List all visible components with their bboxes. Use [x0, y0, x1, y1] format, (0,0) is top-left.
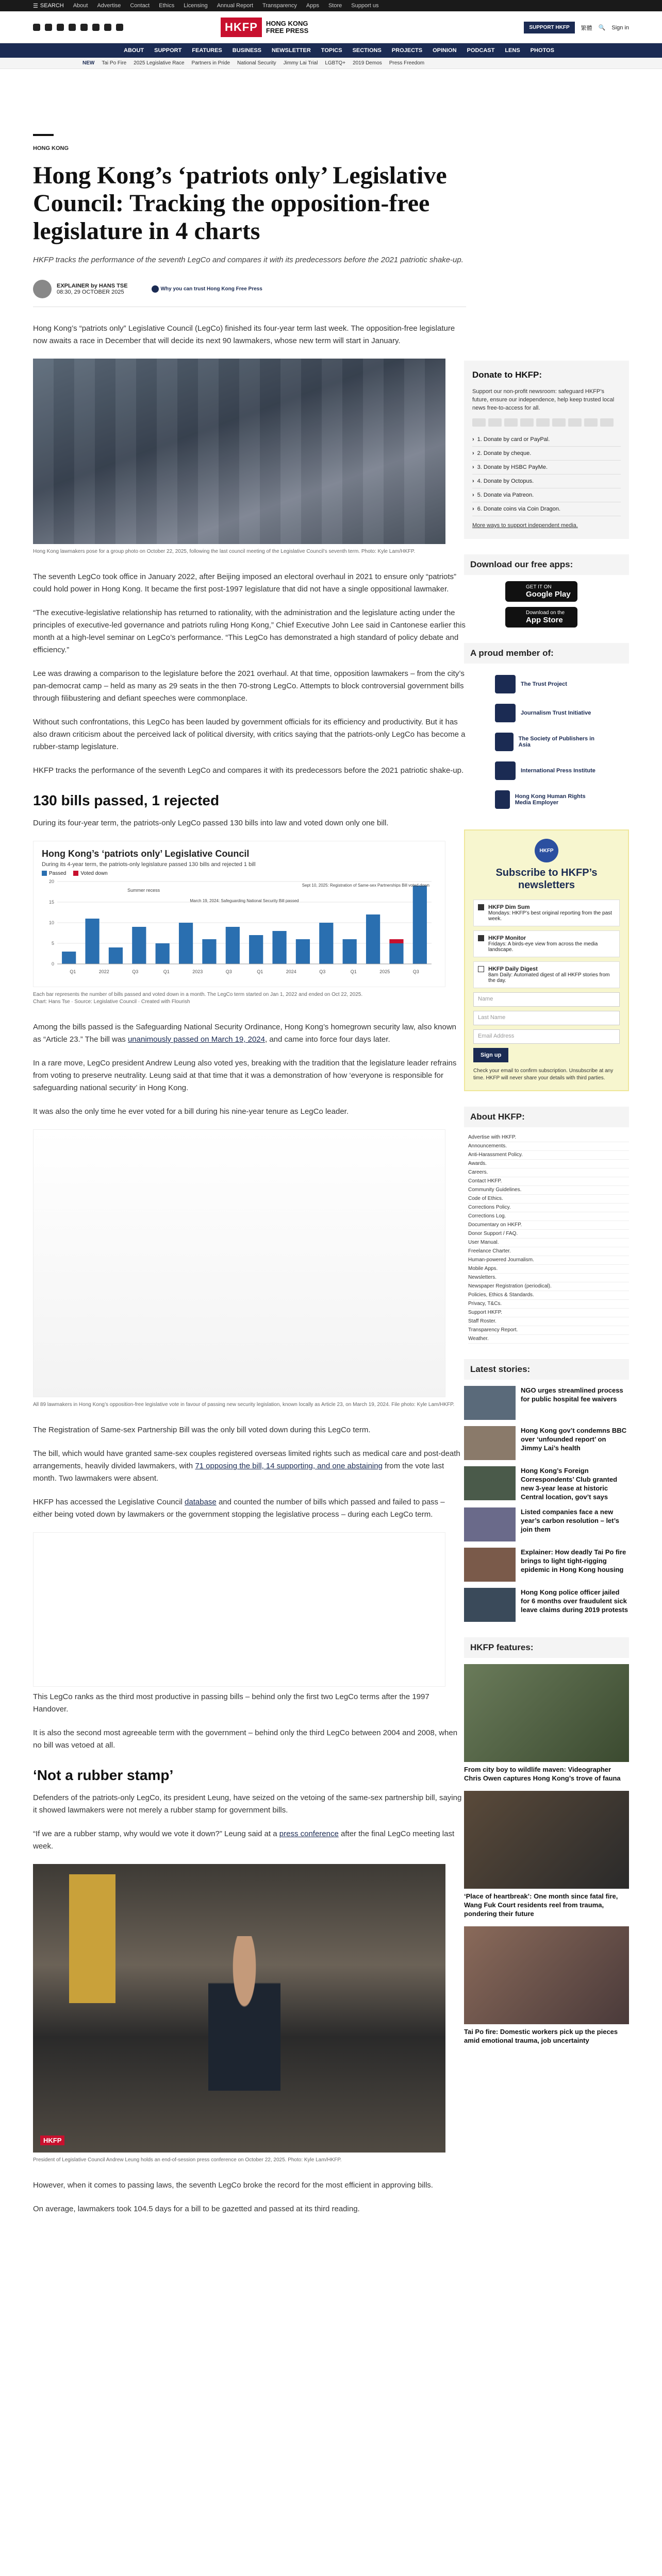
inline-link[interactable]: unanimously passed on March 19, 2024 [127, 1035, 265, 1044]
sidebar [464, 361, 629, 2053]
article-main [33, 134, 466, 2227]
bills-chart [33, 841, 445, 987]
topbar-link[interactable]: Apps [306, 3, 319, 9]
x-tick-label: Q1 [70, 969, 76, 974]
feature-thumbnail[interactable] [464, 1664, 629, 1762]
store-label: Download on the [526, 610, 565, 616]
newsletter-logo: HKFP [535, 839, 558, 862]
jti-logo [495, 704, 516, 722]
chart-annotation: Sept 10, 2025: Registration of Same-sex Partnerships Bill voted down [302, 883, 429, 888]
nav-item[interactable]: TOPICS [321, 47, 342, 54]
paragraph: During its four-year term, the patriots-only LegCo passed 130 bills into law and voted down only one bill. [33, 819, 389, 827]
card-icon [504, 418, 518, 427]
topbar-link[interactable]: Transparency [262, 3, 297, 9]
latest-story[interactable] [464, 1426, 629, 1460]
youtube-icon[interactable] [80, 24, 88, 31]
apps-title: Download our free apps: [464, 554, 629, 575]
x-tick-label: 2022 [98, 969, 109, 974]
last-name-input[interactable]: Last Name [473, 1011, 620, 1025]
about-link[interactable]: Staff Roster. [468, 1317, 629, 1326]
story-thumbnail[interactable] [464, 1386, 516, 1420]
latest-story[interactable] [464, 1507, 629, 1541]
bar-passed [366, 914, 380, 964]
about-link[interactable]: Corrections Policy. [468, 1204, 629, 1212]
story-title[interactable]: NGO urges streamlined process for public hospital fee waivers [521, 1386, 623, 1403]
donate-title: Donate to HKFP: [472, 370, 542, 380]
nav-item[interactable]: LENS [505, 47, 520, 54]
card-icon [520, 418, 534, 427]
paragraph-text: “If we are a rubber stamp, why would we vote it down?” Leung said at a [33, 1829, 279, 1838]
card-icon [488, 418, 502, 427]
donate-option[interactable]: › 2. Donate by cheque. [472, 447, 621, 461]
donate-option[interactable]: › 1. Donate by card or PayPal. [472, 433, 621, 447]
newsletter-name: HKFP Monitor [488, 935, 526, 941]
email-input[interactable]: Email Address [473, 1029, 620, 1044]
about-link[interactable]: Corrections Log. [468, 1212, 629, 1221]
member-name: The Trust Project [521, 681, 567, 687]
signup-button[interactable]: Sign up [473, 1048, 508, 1062]
inline-link[interactable]: 71 opposing the bill, 14 supporting, and one abstaining [195, 1462, 383, 1470]
article-kicker[interactable]: HONG KONG [33, 145, 69, 151]
trending-item[interactable]: Tai Po Fire [102, 60, 127, 66]
x-tick-label: 2025 [379, 969, 390, 974]
nav-item[interactable]: SECTIONS [352, 47, 382, 54]
photo-caption: Hong Kong lawmakers pose for a group photo on October 22, 2025, following the last council meeting of the Legislative Council’s seventh term. Photo: Kyle Lam/HKFP. [33, 549, 416, 554]
story-title[interactable]: Hong Kong gov’t condemns BBC over ‘unfounded report’ on Jimmy Lai’s health [521, 1427, 627, 1452]
top-utility-bar [0, 0, 662, 11]
nav-item[interactable]: SUPPORT [154, 47, 182, 54]
y-tick-label: 5 [51, 941, 54, 946]
x-tick-label: Q3 [132, 969, 139, 974]
story-title[interactable]: Hong Kong police officer jailed for 6 months over fraudulent sick leave claims during 2019 protests [521, 1588, 628, 1614]
topbar-link[interactable]: Ethics [159, 3, 175, 9]
signin-link[interactable]: Sign in [611, 24, 629, 31]
chart-title: Hong Kong’s ‘patriots only’ Legislative Council [42, 849, 250, 859]
language-toggle[interactable]: 繁體 [581, 25, 592, 31]
about-box [464, 1107, 629, 1344]
legend-voted-down [73, 871, 107, 876]
byline-text [57, 283, 128, 295]
newsletter-option[interactable] [473, 930, 620, 957]
paragraph: HKFP tracks the performance of the seventh LegCo and compares it with its predecessors before the 2021 patriotic shake-up. [33, 766, 464, 775]
nav-item[interactable]: PHOTOS [530, 47, 554, 54]
card-icon [568, 418, 582, 427]
features-title: HKFP features: [464, 1637, 629, 1658]
checkbox-unchecked-icon[interactable] [478, 966, 484, 972]
about-link[interactable]: Support HKFP. [468, 1309, 629, 1317]
bar-passed [62, 952, 76, 964]
about-link[interactable]: Contact HKFP. [468, 1177, 629, 1186]
paragraph-text: , and came into force four days later. [264, 1035, 390, 1044]
newsletter-desc: Mondays: HKFP’s best original reporting from the past week. [488, 910, 612, 922]
story-title[interactable]: Hong Kong’s Foreign Correspondents’ Club granted new 3-year lease at historic Central location, gov’t says [521, 1467, 618, 1501]
about-link[interactable]: Mobile Apps. [468, 1265, 629, 1274]
about-link[interactable]: Advertise with HKFP. [468, 1133, 629, 1142]
paragraph: Without such confrontations, this LegCo has been lauded by government officials for its efficiency and productivity. But it has also drawn criticism about the perceived lack of political diversity, with critics saying that the patriots-only LegCo has become a rubber-stamp legislature. [33, 718, 466, 751]
photo-watermark: HKFP [40, 2136, 64, 2145]
chart-note [33, 991, 466, 1006]
paragraph-text: after the final LegCo meeting last week. [33, 1829, 455, 1851]
bar-passed [226, 927, 240, 964]
about-link[interactable]: Freelance Charter. [468, 1247, 629, 1256]
nav-item[interactable]: OPINION [433, 47, 457, 54]
latest-story[interactable] [464, 1466, 629, 1501]
latest-box [464, 1359, 629, 1622]
first-name-input[interactable]: Name [473, 992, 620, 1007]
search-label: SEARCH [40, 3, 64, 9]
bar-passed [156, 943, 170, 964]
donate-box [464, 361, 629, 539]
andrew-leung-press-conference-photo [33, 1864, 445, 2153]
about-link[interactable]: Anti-Harassment Policy. [468, 1151, 629, 1160]
article-dek: HKFP tracks the performance of the seventh LegCo and compares it with its predecessors before the 2021 patriotic shake-up. [33, 256, 464, 264]
about-link[interactable]: Awards. [468, 1160, 629, 1168]
donate-option[interactable]: › 6. Donate coins via Coin Dragon. [472, 502, 621, 516]
story-thumbnail[interactable] [464, 1588, 516, 1622]
x-tick-label: Q3 [412, 969, 419, 974]
about-link[interactable]: User Manual. [468, 1239, 629, 1247]
legend-label: Voted down [80, 871, 108, 876]
bar-voted-down [389, 939, 403, 943]
members-title: A proud member of: [464, 643, 629, 664]
y-tick-label: 10 [48, 920, 54, 925]
hrme-logo [495, 790, 510, 809]
checkbox-checked-icon[interactable] [478, 904, 484, 910]
paragraph-text: and counted the number of bills which passed and failed to pass – either being voted down by lawmakers or the government stopping the legislative process – during each LegCo term. [33, 1498, 445, 1519]
bar-passed [272, 931, 286, 964]
about-link[interactable]: Community Guidelines. [468, 1186, 629, 1195]
inline-link[interactable]: press conference [279, 1829, 339, 1838]
feature-title[interactable]: From city boy to wildlife maven: Videographer Chris Owen captures Hong Kong’s trove of fauna [464, 1766, 621, 1782]
card-icon [552, 418, 566, 427]
logo-line2: FREE PRESS [266, 27, 309, 35]
site-header [0, 11, 662, 43]
nav-item[interactable]: ABOUT [124, 47, 144, 54]
legend-label: Passed [49, 871, 67, 876]
donate-more-link[interactable]: More ways to support independent media. [472, 522, 578, 529]
bar-passed [249, 935, 263, 964]
card-icon [472, 418, 486, 427]
header-actions [524, 22, 629, 33]
paragraph: It was also the only time he ever voted for a bill during his nine-year tenure as LegCo leader. [33, 1107, 349, 1116]
bar-passed [389, 943, 403, 964]
feature-title[interactable]: Tai Po fire: Domestic workers pick up the pieces amid emotional trauma, job uncertainty [464, 2028, 618, 2044]
newsletter-title: Subscribe to HKFP’s newsletters [495, 867, 598, 891]
paragraph-text: The bill, which would have granted same-sex couples registered overseas limited rights such as medical care and post-death arrangements, heavily divided lawmakers, with [33, 1449, 460, 1470]
paragraph-text: Among the bills passed is the Safeguarding National Security Ordinance, Hong Kong’s homegrown security law, also known as “Article 23.” The bill was [33, 1023, 457, 1044]
chart-subtitle: During its 4-year term, the patriots-only legislature passed 130 bills and rejected 1 bill [42, 861, 256, 868]
instagram-icon[interactable] [57, 24, 64, 31]
trending-item[interactable]: Press Freedom [389, 60, 425, 66]
paragraph [33, 1828, 466, 1853]
x-tick-label: Q1 [257, 969, 263, 974]
trust-icon [152, 285, 159, 293]
paragraph: Hong Kong’s “patriots only” Legislative Council (LegCo) finished its four-year term last week. The opposition-free legislature now awaits a race in December that will decide its next 90 lawmakers, whose new term will start in January. [33, 324, 455, 345]
about-link[interactable]: Donor Support / FAQ. [468, 1230, 629, 1239]
story-title[interactable]: Listed companies face a new year’s carbon resolution – let’s join them [521, 1508, 619, 1533]
trending-item[interactable]: National Security [237, 60, 276, 66]
about-link[interactable]: Policies, Ethics & Standards. [468, 1291, 629, 1300]
feature-story[interactable] [464, 1926, 629, 2045]
about-link[interactable]: Announcements. [468, 1142, 629, 1151]
trust-label: Why you can trust Hong Kong Free Press [160, 286, 262, 292]
checkbox-checked-icon[interactable] [478, 935, 484, 941]
chart-source[interactable]: Chart: Hans Tse · Source: Legislative Council · Created with Flourish [33, 999, 190, 1005]
chart-annotation: March 19, 2024: Safeguarding National Security Bill passed [190, 899, 299, 903]
feature-title[interactable]: ‘Place of heartbreak’: One month since fatal fire, Wang Fuk Court residents reel from trauma, pondering their future [464, 1892, 618, 1918]
mail-icon[interactable] [104, 24, 111, 31]
about-link[interactable]: Newsletters. [468, 1274, 629, 1282]
nav-item[interactable]: BUSINESS [232, 47, 262, 54]
paragraph: On average, lawmakers took 104.5 days for a bill to be gazetted and passed at its third reading. [33, 2205, 360, 2213]
newsletter-note: Check your email to confirm subscription. Unsubscribe at any time. HKFP will never share your details with third parties. [473, 1068, 614, 1081]
member-name: Hong Kong Human Rights Media Employer [515, 793, 586, 806]
paragraph: Lee was drawing a comparison to the legislature before the 2021 overhaul. At that time, opposition lawmakers – from the city’s pan-democrat camp – held as many as 29 seats in the then 70-strong LegCo. Attempts to block controversial government bills through filibustering and defiant speeches were commonplace. [33, 669, 465, 703]
site-logo[interactable] [221, 18, 308, 37]
paragraph: Defenders of the patriots-only LegCo, its president Leung, have seized on the vetoing of the same-sex partnership bill, saying it showed lawmakers were not merely a rubber stamp for government bills. [33, 1793, 462, 1815]
ipi-logo [495, 761, 516, 780]
member-name: The Society of Publishers in Asia [518, 736, 594, 748]
emblem-flag [69, 1874, 115, 2003]
bar-passed [85, 919, 99, 964]
about-link[interactable]: Documentary on HKFP. [468, 1221, 629, 1230]
nav-item[interactable]: FEATURES [192, 47, 222, 54]
nav-item[interactable]: PROJECTS [391, 47, 423, 54]
trending-bar [0, 58, 662, 69]
card-icon [600, 418, 614, 427]
about-links [464, 1133, 629, 1344]
support-button[interactable]: SUPPORT HKFP [524, 22, 574, 33]
member-logo[interactable] [464, 785, 629, 814]
article-title: Hong Kong’s ‘patriots only’ Legislative Council: Tracking the opposition-free legislature in 4 charts [33, 162, 447, 245]
publish-date: 08:30, 29 OCTOBER 2025 [57, 289, 124, 295]
latest-story[interactable] [464, 1386, 629, 1420]
linkedin-icon[interactable] [92, 24, 100, 31]
threads-icon[interactable] [69, 24, 76, 31]
paragraph: The Registration of Same-sex Partnership Bill was the only bill voted down during this LegCo term. [33, 1426, 371, 1434]
latest-story[interactable] [464, 1588, 629, 1622]
paragraph: This LegCo ranks as the third most productive in passing bills – behind only the first two LegCo terms after the 1997 Handover. [33, 1692, 429, 1714]
store-label: GET IT ON [526, 584, 552, 590]
x-icon[interactable] [45, 24, 52, 31]
donate-option[interactable]: › 5. Donate via Patreon. [472, 488, 621, 502]
trust-project-logo [495, 675, 516, 693]
topbar-link[interactable]: Contact [130, 3, 150, 9]
donate-options [472, 433, 621, 516]
member-name: Journalism Trust Initiative [521, 710, 591, 716]
search-menu[interactable]: ☰ SEARCH [33, 3, 64, 9]
members-box [464, 643, 629, 814]
newsletter-name: HKFP Daily Digest [488, 966, 538, 972]
trending-item[interactable]: LGBTQ+ [325, 60, 346, 66]
chart-annotation: Summer recess [127, 888, 160, 893]
card-icon [584, 418, 598, 427]
social-icons [33, 24, 123, 31]
logo-mark: HKFP [221, 18, 262, 37]
trending-label: NEW [82, 60, 95, 66]
story-thumbnail[interactable] [464, 1426, 516, 1460]
google-play-button[interactable] [505, 581, 577, 602]
feature-story[interactable] [464, 1664, 629, 1783]
features-list [464, 1664, 629, 2045]
chart-note-text: Each bar represents the number of bills passed and voted down in a month. The LegCo term started on Jan 1, 2022 and ended on Oct 22, 2025. [33, 992, 363, 997]
x-tick-label: Q1 [350, 969, 357, 974]
x-tick-label: 2024 [286, 969, 296, 974]
paragraph [33, 1496, 466, 1521]
features-box [464, 1637, 629, 2045]
bar-passed [132, 927, 146, 964]
author-name[interactable]: by HANS TSE [91, 283, 128, 289]
bar-passed [343, 939, 357, 964]
newsletter-desc: 8am Daily: Automated digest of all HKFP stories from the day. [488, 972, 610, 984]
y-tick-label: 0 [51, 961, 54, 967]
paragraph-text: HKFP has accessed the Legislative Council [33, 1498, 185, 1506]
speaker-figure [208, 1936, 280, 2091]
x-tick-label: 2023 [192, 969, 203, 974]
x-tick-label: Q3 [225, 969, 232, 974]
store-name: Google Play [526, 590, 571, 599]
trending-item[interactable]: Partners in Pride [191, 60, 230, 66]
byline-label: EXPLAINER [57, 283, 89, 289]
section-heading: ‘Not a rubber stamp’ [33, 1767, 174, 1783]
about-link[interactable]: Code of Ethics. [468, 1195, 629, 1204]
story-thumbnail[interactable] [464, 1548, 516, 1582]
trending-item[interactable]: 2025 Legislative Race [134, 60, 185, 66]
facebook-icon[interactable] [33, 24, 40, 31]
logo-text [262, 20, 308, 35]
topbar-link[interactable]: Annual Report [217, 3, 254, 9]
latest-title: Latest stories: [464, 1359, 629, 1380]
about-link[interactable]: Privacy, T&Cs. [468, 1300, 629, 1309]
author-avatar [33, 280, 52, 298]
donate-option[interactable]: › 3. Donate by HSBC PayMe. [472, 461, 621, 474]
member-logo[interactable] [464, 670, 629, 699]
paragraph-text: from the vote last month. Two lawmakers were absent. [33, 1462, 444, 1483]
story-thumbnail[interactable] [464, 1507, 516, 1541]
paragraph [33, 1448, 466, 1485]
newsletter-option[interactable] [473, 961, 620, 988]
story-thumbnail[interactable] [464, 1466, 516, 1500]
donate-text: Support our non-profit newsroom: safeguard HKFP’s future, ensure our independence, help keep trusted local news free-to-access for all. [472, 388, 615, 411]
feature-thumbnail[interactable] [464, 1791, 629, 1889]
chart-legend [42, 871, 437, 876]
paragraph: The seventh LegCo took office in January 2022, after Beijing imposed an electoral overhaul in 2021 to ensure only “patriots” could hold power in Hong Kong. It became the first post-1997 legislature that did not have a single oppositional lawmaker. [33, 572, 457, 594]
photo-caption: All 89 lawmakers in Hong Kong’s opposition-free legislative vote in favour of passing new security legislation, known locally as Article 23, on March 19, 2024. File photo: Kyle Lam/HKFP. [33, 1402, 455, 1408]
bar-passed [202, 939, 216, 964]
paragraph: However, when it comes to passing laws, the seventh LegCo broke the record for the most efficient in approving bills. [33, 2181, 433, 2190]
about-link[interactable]: Newspaper Registration (periodical). [468, 1282, 629, 1291]
nav-item[interactable]: NEWSLETTER [272, 47, 311, 54]
feature-story[interactable] [464, 1791, 629, 1918]
latest-story[interactable] [464, 1548, 629, 1582]
inline-link[interactable]: database [185, 1498, 217, 1506]
donate-option[interactable]: › 4. Donate by Octopus. [472, 474, 621, 488]
newsletter-name: HKFP Dim Sum [488, 904, 530, 910]
trending-item[interactable]: 2019 Demos [353, 60, 382, 66]
about-link[interactable]: Human-powered Journalism. [468, 1256, 629, 1265]
nav-item[interactable]: PODCAST [467, 47, 495, 54]
paragraph: It is also the second most agreeable term with the government – behind only the third LegCo between 2004 and 2008, when no bill was vetoed at all. [33, 1728, 458, 1750]
newsletter-box [464, 829, 629, 1091]
latest-list [464, 1386, 629, 1622]
story-title[interactable]: Explainer: How deadly Tai Po fire brings to light tight-rigging epidemic in Hong Kong housing [521, 1548, 626, 1573]
y-tick-label: 15 [48, 900, 54, 905]
card-icon [536, 418, 550, 427]
logo-line1: HONG KONG [266, 20, 308, 27]
divider [33, 134, 54, 136]
main-nav [0, 43, 662, 58]
bar-passed [413, 886, 427, 964]
trending-item[interactable]: Jimmy Lai Trial [283, 60, 318, 66]
member-logo[interactable] [464, 756, 629, 785]
bills-by-term-chart-embed [33, 1532, 445, 1687]
rss-icon[interactable] [116, 24, 123, 31]
security-law-vote-photo [33, 1129, 445, 1397]
about-link[interactable]: Weather. [468, 1335, 629, 1344]
member-logo[interactable] [464, 727, 629, 756]
bar-passed [179, 923, 193, 964]
app-store-button[interactable] [505, 607, 577, 628]
sopa-logo [495, 733, 514, 751]
bar-passed [296, 939, 310, 964]
topbar-link[interactable]: Advertise [97, 3, 121, 9]
newsletter-desc: Fridays: A birds-eye view from across the media landscape. [488, 941, 598, 953]
topbar-link[interactable]: Support us [351, 3, 379, 9]
store-name: App Store [526, 616, 563, 624]
trust-link[interactable] [152, 285, 262, 293]
member-logo[interactable] [464, 699, 629, 727]
apps-box [464, 554, 629, 628]
paragraph: In a rare move, LegCo president Andrew Leung also voted yes, breaking with the tradition that the legislature leader refrains from voting to preserve neutrality. Leung said at that time that it was a demonstration of how ‘everyone is responsible for safeguarding national security’ in Hong Kong. [33, 1059, 457, 1092]
x-tick-label: Q3 [319, 969, 326, 974]
paragraph [33, 1021, 466, 1046]
legend-passed [42, 871, 66, 876]
lawmakers-group-photo [33, 359, 445, 544]
payment-icons [472, 418, 621, 427]
chart-plot [42, 876, 437, 979]
member-name: International Press Institute [521, 768, 595, 774]
topbar-link[interactable]: Licensing [184, 3, 208, 9]
photo-caption: President of Legislative Council Andrew Leung holds an end-of-session press conference on October 22, 2025. Photo: Kyle Lam/HKFP. [33, 2157, 342, 2163]
section-heading: 130 bills passed, 1 rejected [33, 792, 220, 808]
bar-passed [319, 923, 333, 964]
y-tick-label: 20 [48, 879, 54, 884]
bar-passed [109, 947, 123, 964]
byline [33, 280, 466, 298]
topbar-link[interactable]: Store [328, 3, 342, 9]
about-link[interactable]: Transparency Report. [468, 1326, 629, 1335]
about-title: About HKFP: [464, 1107, 629, 1127]
topbar-link[interactable]: About [73, 3, 88, 9]
paragraph: “The executive-legislative relationship has returned to rationality, with the administration and the legislature acting under the principles of executive-led governance and patriots ruling Hong Kong,” Chief Executive John Lee said in Cantonese earlier this month at a high-level seminar on LegCo’s performance. “This LegCo has demonstrated a high standard of policy debate and efficiency.” [33, 608, 466, 654]
newsletter-option[interactable] [473, 900, 620, 926]
x-tick-label: Q1 [163, 969, 170, 974]
search-icon[interactable]: 🔍 [598, 25, 606, 31]
feature-thumbnail[interactable] [464, 1926, 629, 2024]
about-link[interactable]: Careers. [468, 1168, 629, 1177]
